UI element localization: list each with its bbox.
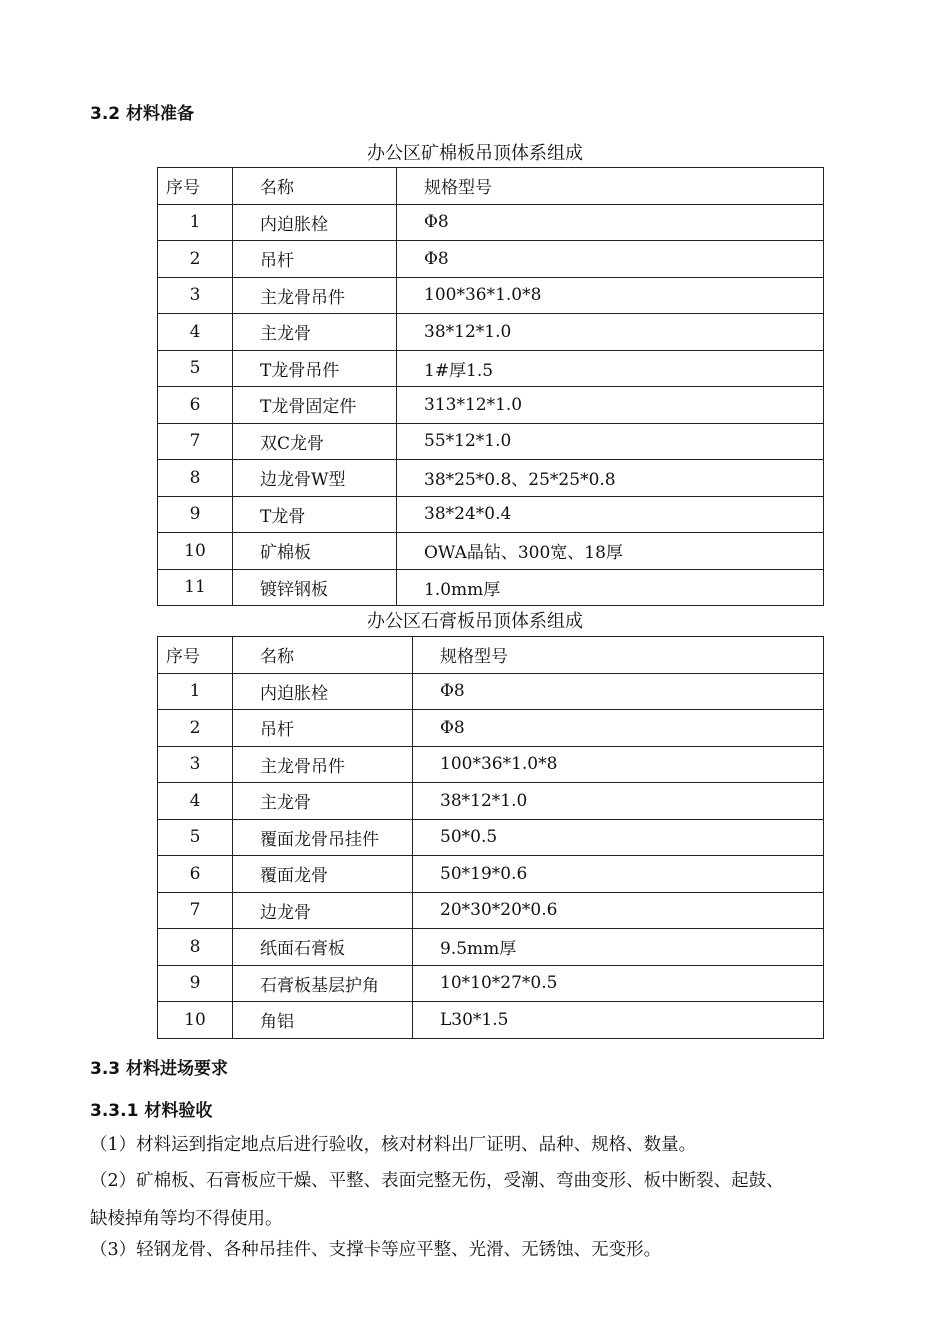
row-index-cell: 2 bbox=[158, 241, 233, 278]
header-cell: 名称 bbox=[233, 637, 413, 674]
name-cell: 吊杆 bbox=[233, 241, 397, 278]
spec-cell: 50*19*0.6 bbox=[413, 856, 824, 893]
header-cell: 规格型号 bbox=[413, 637, 824, 674]
row-index-cell: 6 bbox=[158, 856, 233, 893]
table-row bbox=[158, 496, 824, 533]
spec-cell: OWA晶钻、300宽、18厚 bbox=[397, 533, 824, 570]
row-index-cell: 2 bbox=[158, 710, 233, 747]
table-row bbox=[158, 1002, 824, 1039]
table-row bbox=[158, 533, 824, 570]
table-row bbox=[158, 746, 824, 783]
spec-cell: 38*24*0.4 bbox=[397, 496, 824, 533]
table1-caption: 办公区矿棉板吊顶体系组成 bbox=[367, 143, 583, 164]
spec-cell: 100*36*1.0*8 bbox=[397, 277, 824, 314]
name-cell: 覆面龙骨吊挂件 bbox=[233, 819, 413, 856]
spec-cell: Φ8 bbox=[397, 241, 824, 278]
name-cell: 吊杆 bbox=[233, 710, 413, 747]
spec-cell: 38*12*1.0 bbox=[413, 783, 824, 820]
spec-cell: 1#厚1.5 bbox=[397, 350, 824, 387]
table-row bbox=[158, 350, 824, 387]
spec-cell: L30*1.5 bbox=[413, 1002, 824, 1039]
header-cell: 序号 bbox=[158, 637, 233, 674]
table-row bbox=[158, 387, 824, 424]
name-cell: 石膏板基层护角 bbox=[233, 965, 413, 1002]
row-index-cell: 3 bbox=[158, 277, 233, 314]
spec-cell: 1.0mm厚 bbox=[397, 569, 824, 606]
name-cell: 内迫胀栓 bbox=[233, 204, 397, 241]
row-index-cell: 10 bbox=[158, 533, 233, 570]
table-row bbox=[158, 460, 824, 497]
spec-cell: 38*25*0.8、25*25*0.8 bbox=[397, 460, 824, 497]
row-index-cell: 4 bbox=[158, 783, 233, 820]
row-index-cell: 10 bbox=[158, 1002, 233, 1039]
name-cell: 镀锌钢板 bbox=[233, 569, 397, 606]
name-cell: 主龙骨吊件 bbox=[233, 277, 397, 314]
row-index-cell: 11 bbox=[158, 569, 233, 606]
name-cell: 覆面龙骨 bbox=[233, 856, 413, 893]
name-cell: 边龙骨 bbox=[233, 892, 413, 929]
name-cell: 主龙骨 bbox=[233, 783, 413, 820]
spec-cell: 20*30*20*0.6 bbox=[413, 892, 824, 929]
row-index-cell: 7 bbox=[158, 892, 233, 929]
table-row bbox=[158, 277, 824, 314]
table-row bbox=[158, 423, 824, 460]
table-row bbox=[158, 673, 824, 710]
spec-cell: 55*12*1.0 bbox=[397, 423, 824, 460]
name-cell: T龙骨固定件 bbox=[233, 387, 397, 424]
table-row bbox=[158, 929, 824, 966]
row-index-cell: 5 bbox=[158, 350, 233, 387]
name-cell: 边龙骨W型 bbox=[233, 460, 397, 497]
paragraph-1: （1）材料运到指定地点后进行验收，核对材料出厂证明、品种、规格、数量。 bbox=[90, 1135, 697, 1155]
section-title-3-3-1: 3.3.1 材料验收 bbox=[90, 1101, 213, 1121]
table-row bbox=[158, 710, 824, 747]
table-row bbox=[158, 241, 824, 278]
spec-cell: 38*12*1.0 bbox=[397, 314, 824, 351]
row-index-cell: 3 bbox=[158, 746, 233, 783]
paragraph-2-line-1: （2）矿棉板、石膏板应干燥、平整、表面完整无伤，受潮、弯曲变形、板中断裂、起鼓、 bbox=[90, 1171, 784, 1191]
table-row bbox=[158, 204, 824, 241]
name-cell: 矿棉板 bbox=[233, 533, 397, 570]
spec-cell: Φ8 bbox=[397, 204, 824, 241]
table-row bbox=[158, 314, 824, 351]
spec-cell: 10*10*27*0.5 bbox=[413, 965, 824, 1002]
row-index-cell: 1 bbox=[158, 204, 233, 241]
table-row bbox=[158, 965, 824, 1002]
row-index-cell: 4 bbox=[158, 314, 233, 351]
table-gypsum-ceiling bbox=[157, 636, 824, 1039]
name-cell: 主龙骨 bbox=[233, 314, 397, 351]
section-title-3-2: 3.2 材料准备 bbox=[90, 104, 195, 124]
table-row bbox=[158, 819, 824, 856]
header-cell: 规格型号 bbox=[397, 168, 824, 205]
table-row bbox=[158, 783, 824, 820]
spec-cell: 9.5mm厚 bbox=[413, 929, 824, 966]
table-row bbox=[158, 892, 824, 929]
spec-cell: 313*12*1.0 bbox=[397, 387, 824, 424]
table-mineral-wool-ceiling bbox=[157, 167, 824, 606]
row-index-cell: 5 bbox=[158, 819, 233, 856]
name-cell: 纸面石膏板 bbox=[233, 929, 413, 966]
paragraph-3: （3）轻钢龙骨、各种吊挂件、支撑卡等应平整、光滑、无锈蚀、无变形。 bbox=[90, 1240, 662, 1260]
row-index-cell: 7 bbox=[158, 423, 233, 460]
name-cell: T龙骨 bbox=[233, 496, 397, 533]
spec-cell: 100*36*1.0*8 bbox=[413, 746, 824, 783]
spec-cell: Φ8 bbox=[413, 673, 824, 710]
table-row bbox=[158, 569, 824, 606]
paragraph-2-line-2: 缺棱掉角等均不得使用。 bbox=[90, 1209, 283, 1229]
row-index-cell: 8 bbox=[158, 929, 233, 966]
row-index-cell: 9 bbox=[158, 496, 233, 533]
table-header-row bbox=[158, 168, 824, 205]
row-index-cell: 1 bbox=[158, 673, 233, 710]
row-index-cell: 9 bbox=[158, 965, 233, 1002]
table-row bbox=[158, 856, 824, 893]
name-cell: 双C龙骨 bbox=[233, 423, 397, 460]
spec-cell: 50*0.5 bbox=[413, 819, 824, 856]
row-index-cell: 6 bbox=[158, 387, 233, 424]
header-cell: 名称 bbox=[233, 168, 397, 205]
header-cell: 序号 bbox=[158, 168, 233, 205]
name-cell: 内迫胀栓 bbox=[233, 673, 413, 710]
name-cell: 角铝 bbox=[233, 1002, 413, 1039]
section-title-3-3: 3.3 材料进场要求 bbox=[90, 1059, 229, 1079]
spec-cell: Φ8 bbox=[413, 710, 824, 747]
row-index-cell: 8 bbox=[158, 460, 233, 497]
name-cell: T龙骨吊件 bbox=[233, 350, 397, 387]
table-header-row bbox=[158, 637, 824, 674]
table2-caption: 办公区石膏板吊顶体系组成 bbox=[367, 611, 583, 632]
name-cell: 主龙骨吊件 bbox=[233, 746, 413, 783]
